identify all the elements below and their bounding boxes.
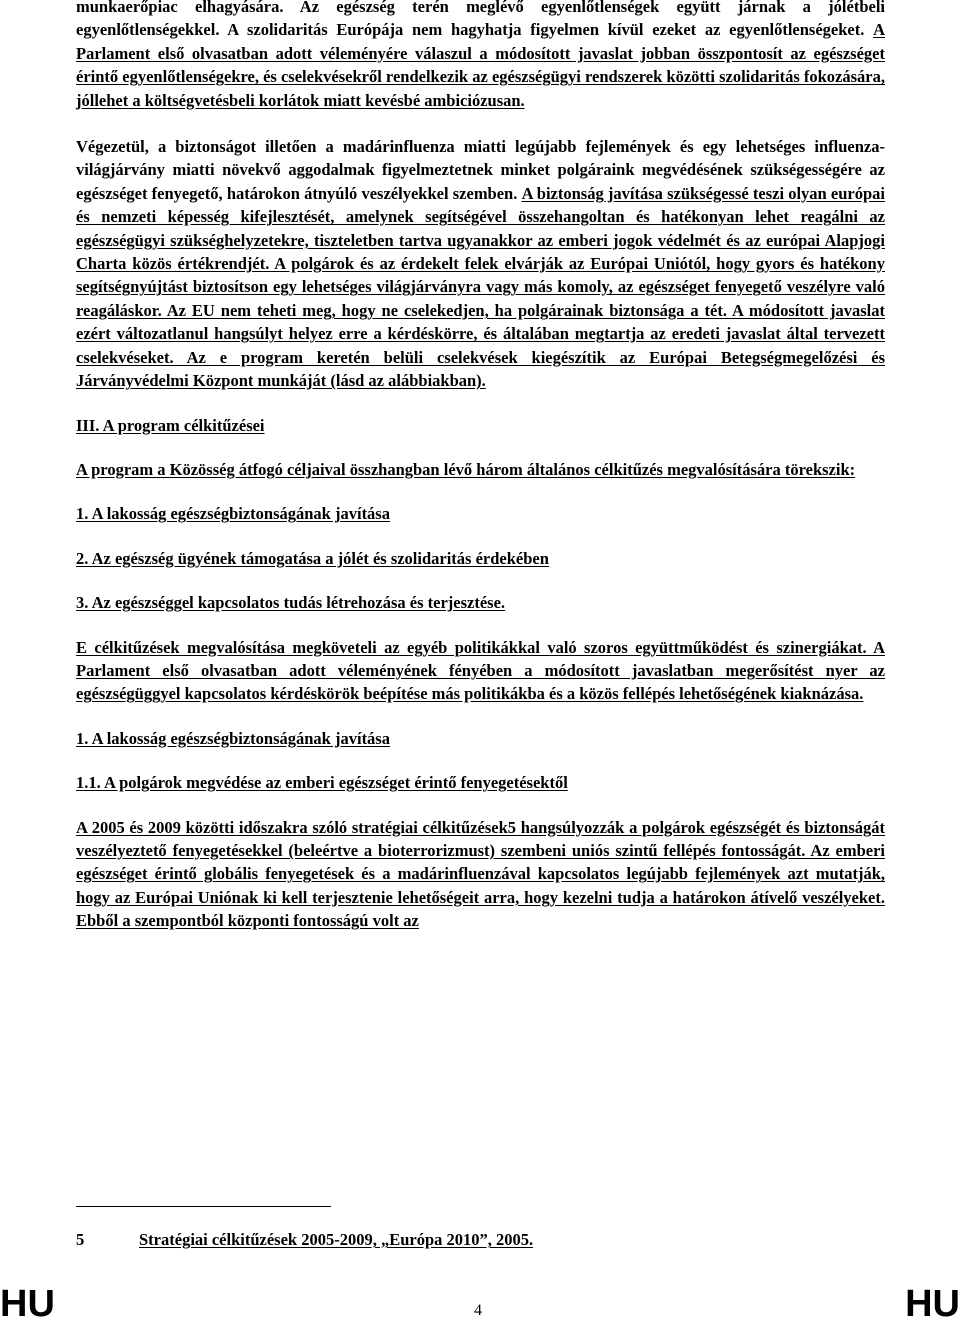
paragraph-3: A program a Közösség átfogó céljaival összhangban lévő három általános célkitűzés megvalósítására törekszik: bbox=[76, 459, 856, 479]
paragraph-2-part-a: Végezetül, a biztonságot illetően a madárinfluenza miatti legújabb fejlemények és egy lehetséges influenza-világjárvány miatti növekvő aggodalmak figyelmeztetnek minket polgáraink megvédésének szükségességére az egészséget fenyegető, határokon átnyúló veszélyekkel szemben. bbox=[76, 137, 885, 203]
language-code-right: HU bbox=[905, 1283, 960, 1325]
page-number: 4 bbox=[474, 1302, 482, 1319]
paragraph-2-part-b: A biztonság javítása szükségessé teszi olyan európai és nemzeti képesség kifejlesztését, amelynek segítségével összehangoltan és hatékonyan lehet reagálni az egészségügyi szükséghelyzetekre, tiszteletben tartva ugyanakkor az emberi jogok védelmét és az európai Alapjogi Charta közös értékrendjét. A polgárok és az érdekelt felek elvárják az Európai Uniótól, hogy gyors és hatékony segítségnyújtást biztosítson egy lehetséges világjárványra vagy más komoly, az egészséget fenyegető veszélyre való reagáláskor. Az EU nem teheti meg, hogy ne cselekedjen, ha polgárainak biztonsága a tét. A módosított javaslat ezért változatlanul hangsúlyt helyez erre a kérdéskörre, és általában megtartja az eredeti javaslat által tervezett cselekvéseket. Az e program keretén belüli cselekvések kiegészítik az Európai Betegségmegelőzési és Járványvédelmi Központ munkáját (lásd az alábbiakban). bbox=[76, 183, 886, 391]
paragraph-4: E célkitűzések megvalósítása megköveteli az egyéb politikákkal való szoros együttműködést és szinergiákat. A Parlament első olvasatban adott véleményének fényében a módosított javaslatban megerősítést nyer az egészségüggyel kapcsolatos kérdéskörök beépítése más politikákba és a közös fellépés lehetőségének kiaknázása. bbox=[76, 637, 885, 704]
footnote-text: Stratégiai célkitűzések 2005-2009, „Európa 2010”, 2005. bbox=[139, 1230, 534, 1249]
paragraph-5: A 2005 és 2009 közötti időszakra szóló stratégiai célkitűzések5 hangsúlyozzák a polgárok egészségét és biztonságát veszélyeztető fenyegetésekkel (beleértve a bioterrorizmust) szembeni uniós szintű fellépés fontosságát. Az emberi egészséget érintő globális fenyegetések és a madárinfluenzával kapcsolatos legújabb fejlemények azt mutatják, hogy az Európai Uniónak ki kell terjesztenie lehetőségeit arra, hogy kezelni tudja a határokon átívelő veszélyeket. Ebből a szempontból központi fontosságú volt az bbox=[76, 817, 885, 931]
document-page bbox=[76, 0, 885, 933]
section-heading bbox=[76, 414, 885, 437]
paragraph-1-part-b: A Parlament első olvasatban adott véleményére válaszul a módosított javaslat jobban összpontosít az egészséget érintő egyenlőtlenségekre, és cselekvésekről rendelkezik az egészségügyi rendszerek közötti szolidaritás fokozására, jóllehet a költségvetésbeli korlátok miatt kevésbé ambiciózusan. bbox=[76, 20, 885, 110]
subheading-1-1: 1.1. A polgárok megvédése az emberi egészséget érintő fenyegetésektől bbox=[76, 773, 568, 793]
paragraph-1 bbox=[76, 0, 885, 112]
goal-2: 2. Az egészség ügyének támogatása a jólét és szolidaritás érdekében bbox=[76, 548, 549, 568]
language-code-left: HU bbox=[0, 1283, 55, 1325]
paragraph-2 bbox=[76, 135, 885, 392]
section-heading-text: III. A program célkitűzései bbox=[76, 415, 265, 435]
footnote-separator bbox=[76, 1206, 331, 1207]
subheading-1: 1. A lakosság egészségbiztonságának javítása bbox=[76, 728, 390, 748]
goal-1: 1. A lakosság egészségbiztonságának javítása bbox=[76, 504, 390, 524]
goal-3: 3. Az egészséggel kapcsolatos tudás létrehozása és terjesztése. bbox=[76, 593, 506, 613]
footnote bbox=[76, 1230, 533, 1250]
footnote-number: 5 bbox=[76, 1230, 85, 1249]
paragraph-1-part-a: munkaerőpiac elhagyására. Az egészség terén meglévő egyenlőtlenségek együtt járnak a jólétbeli egyenlőtlenségekkel. A szolidaritás Európája nem hagyhatja figyelmen kívül ezeket az egyenlőtlenségeket. bbox=[76, 0, 885, 40]
